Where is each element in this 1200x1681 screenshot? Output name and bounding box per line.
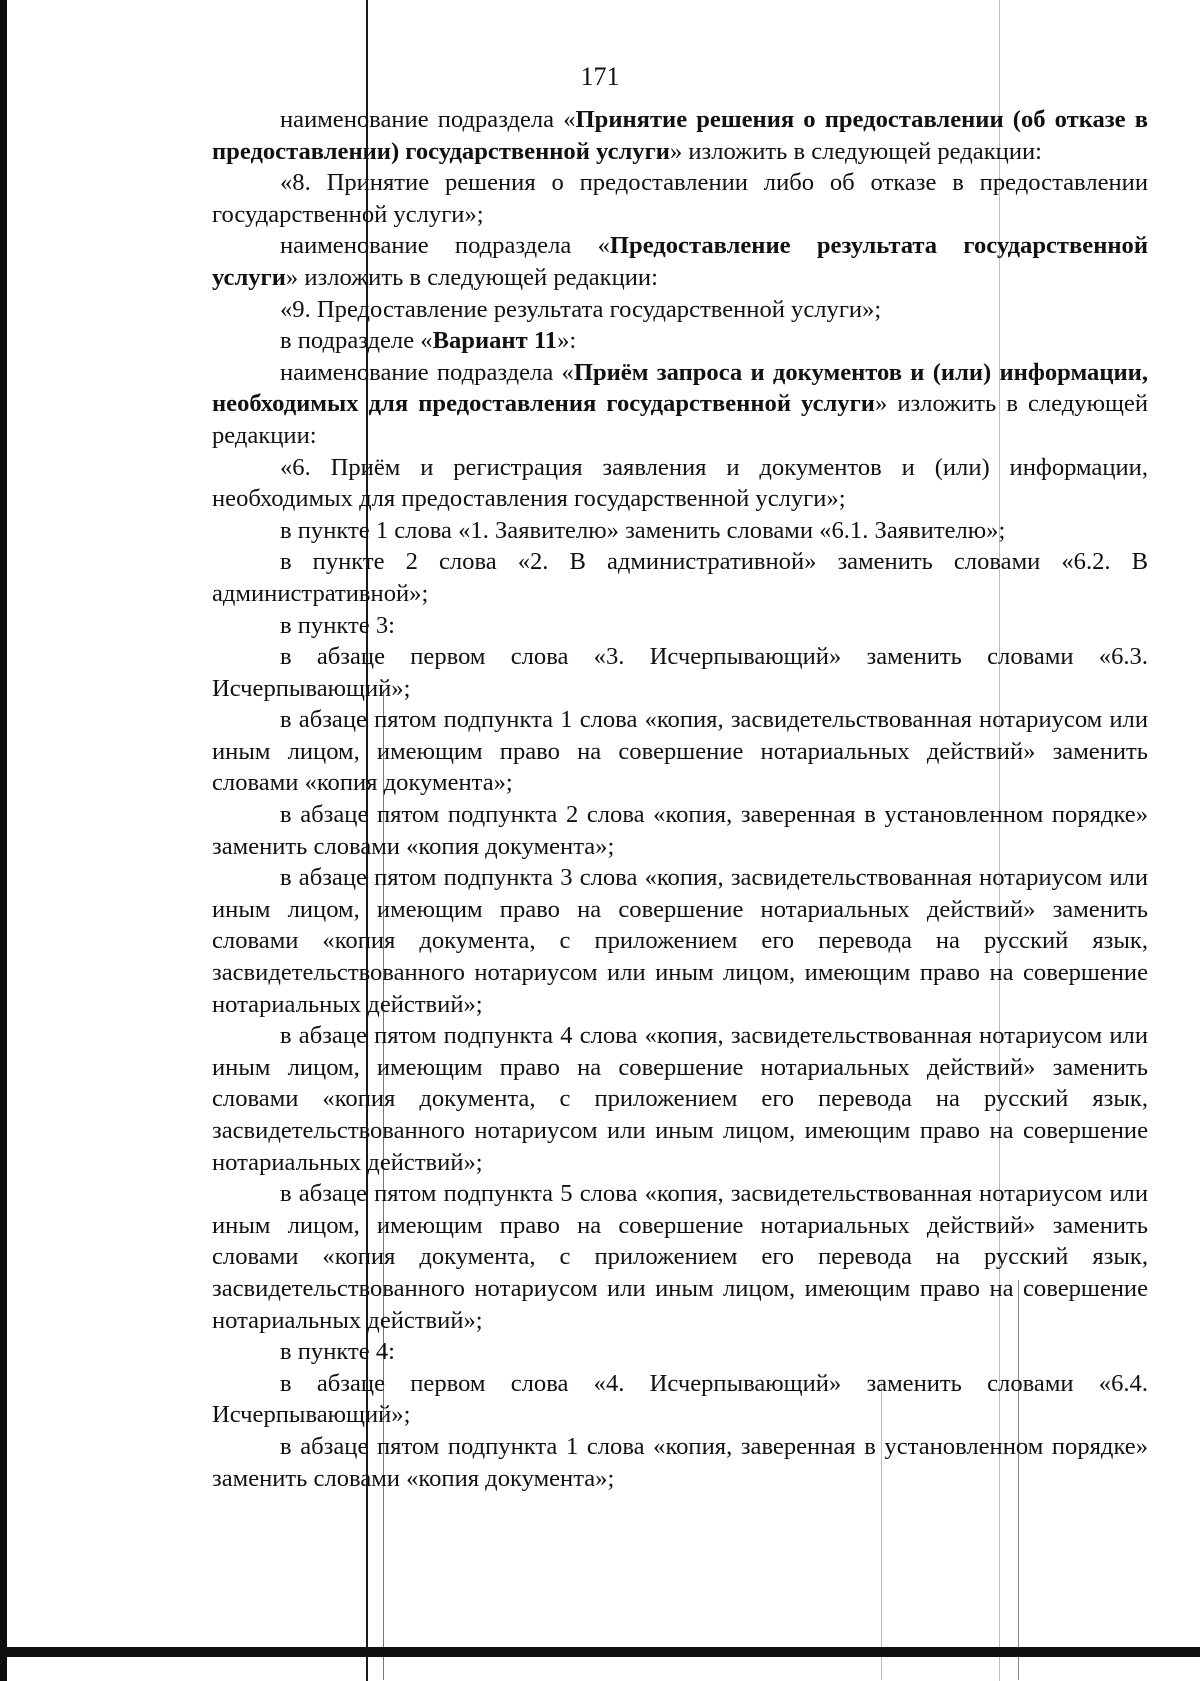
paragraph-text: в подразделе « <box>280 327 433 355</box>
paragraph <box>212 862 1148 1020</box>
paragraph <box>212 515 1148 547</box>
paragraph <box>212 357 1148 452</box>
paragraph <box>212 1368 1148 1431</box>
page-number: 171 <box>580 62 620 91</box>
paragraph <box>212 546 1148 609</box>
paragraph-text: в абзаце первом слова «3. Исчерпывающий» заменить словами «6.3. Исчерпывающий»; <box>212 643 1148 702</box>
paragraph-text: в абзаце пятом подпункта 1 слова «копия, заверенная в установленном порядке» заменить словами «копия документа»; <box>212 1432 1148 1492</box>
paragraph-text: «8. Принятие решения о предоставлении либо об отказе в предоставлении государственной услуги»; <box>212 169 1148 228</box>
paragraph <box>212 325 1148 357</box>
paragraph <box>212 104 1148 167</box>
paragraph-text: наименование подраздела « <box>280 106 576 133</box>
paragraph-text: наименование подраздела « <box>280 232 610 260</box>
scan-bottom-band <box>0 1647 1200 1657</box>
paragraph-text: наименование подраздела « <box>280 358 574 386</box>
paragraph-text: в абзаце пятом подпункта 3 слова «копия, засвидетельствованная нотариусом или иным лицом, имеющим право на совершение нотариальных действий» заменить словами «копия документа, с приложением его перевода на русский язык, засвидетельствованного нотариусом или иным лицом, имеющим право на совершение нотариальных действий»; <box>212 864 1148 1018</box>
bold-title: Приём запроса и документов и (или) информации, необходимых для предоставления государственной услуги <box>212 358 1148 418</box>
bold-title: Предоставление результата государственной услуги <box>212 232 1148 291</box>
paragraph <box>212 610 1148 642</box>
paragraph <box>212 1336 1148 1368</box>
paragraph <box>212 230 1148 293</box>
paragraph-text: «6. Приём и регистрация заявления и документов и (или) информации, необходимых для предоставления государственной услуги»; <box>212 453 1148 513</box>
scan-left-edge <box>0 0 7 1681</box>
bold-title: Вариант 11 <box>432 327 558 355</box>
paragraph <box>212 167 1148 230</box>
paragraph-text: в абзаце пятом подпункта 2 слова «копия, заверенная в установленном порядке» заменить словами «копия документа»; <box>212 801 1148 860</box>
paragraph-text: «9. Предоставление результата государственной услуги»; <box>280 295 882 323</box>
paragraph-text: в абзаце пятом подпункта 1 слова «копия, засвидетельствованная нотариусом или иным лицом, имеющим право на совершение нотариальных действий» заменить словами «копия документа»; <box>212 706 1148 797</box>
paragraph-text: в абзаце пятом подпункта 5 слова «копия, засвидетельствованная нотариусом или иным лицом, имеющим право на совершение нотариальных действий» заменить словами «копия документа, с приложением его перевода на русский язык, засвидетельствованного нотариусом или иным лицом, имеющим право на совершение нотариальных действий»; <box>212 1180 1148 1334</box>
paragraph-text: » изложить в следующей редакции: <box>669 137 1042 165</box>
paragraph-text: в пункте 2 слова «2. В административной» заменить словами «6.2. В административной»; <box>212 548 1148 607</box>
bold-title: Принятие решения о предоставлении (об отказе в предоставлении) государственной услуги <box>212 106 1148 165</box>
paragraph <box>212 452 1148 515</box>
paragraph <box>212 641 1148 704</box>
paragraph <box>212 294 1148 326</box>
paragraph <box>212 1178 1148 1336</box>
paragraph <box>212 704 1148 799</box>
paragraph <box>212 799 1148 862</box>
paragraph-text: в абзаце первом слова «4. Исчерпывающий» заменить словами «6.4. Исчерпывающий»; <box>212 1369 1148 1429</box>
paragraph-text: в пункте 3: <box>280 611 395 639</box>
document-body <box>212 104 1148 1494</box>
paragraph-text: в пункте 1 слова «1. Заявителю» заменить словами «6.1. Заявителю»; <box>280 516 1006 544</box>
paragraph <box>212 1020 1148 1178</box>
paragraph-text: » изложить в следующей редакции: <box>285 263 658 291</box>
paragraph-text: » изложить в следующей редакции: <box>212 390 1148 449</box>
paragraph <box>212 1431 1148 1494</box>
paragraph-text: »: <box>557 327 577 355</box>
paragraph-text: в пункте 4: <box>280 1338 395 1366</box>
paragraph-text: в абзаце пятом подпункта 4 слова «копия, засвидетельствованная нотариусом или иным лицом, имеющим право на совершение нотариальных действий» заменить словами «копия документа, с приложением его перевода на русский язык, засвидетельствованного нотариусом или иным лицом, имеющим право на совершение нотариальных действий»; <box>212 1022 1148 1176</box>
